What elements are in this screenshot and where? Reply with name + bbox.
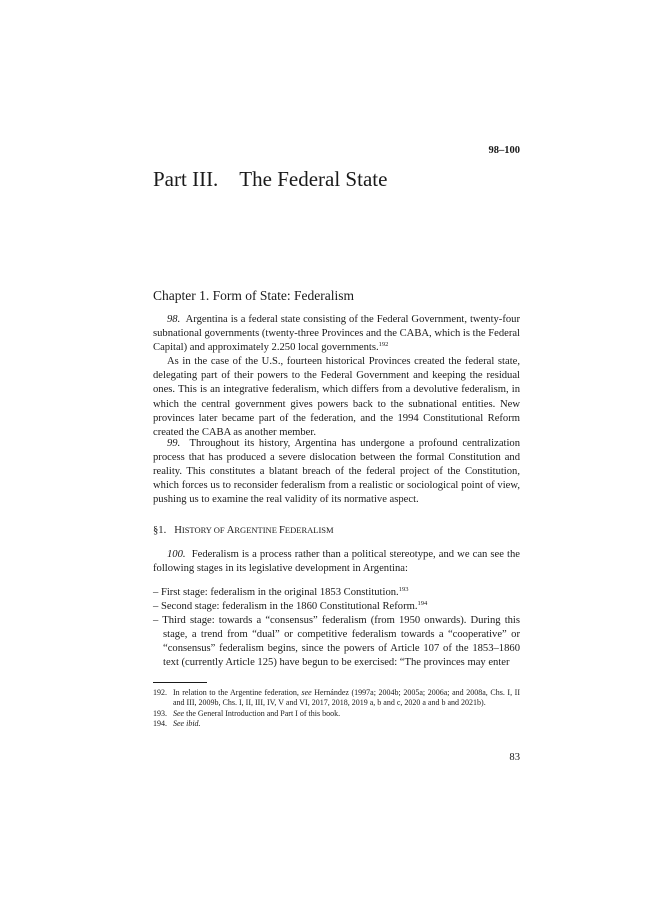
footnote-ref[interactable]: 192 bbox=[378, 341, 389, 349]
paragraph-number: 100. bbox=[167, 549, 186, 560]
paragraph-99 bbox=[153, 437, 520, 507]
paragraph-text: Argentina is a federal state consisting of the Federal Government, twenty-four subnational governments (twenty-three Provinces and the CABA, which is the Federal Capital) and approximately 2.250 local governments. bbox=[153, 314, 520, 354]
chapter-title: Chapter 1. Form of State: Federalism bbox=[153, 288, 354, 303]
part-title: Part III. The Federal State bbox=[153, 167, 388, 191]
paragraph-number: 98. bbox=[167, 314, 181, 325]
footnotes bbox=[153, 688, 520, 730]
list-item: – First stage: federalism in the original 1853 Constitution.$^{193}$ bbox=[153, 586, 409, 598]
paragraph-98 bbox=[153, 313, 520, 440]
paragraph-text: Throughout its history, Argentina has undergone a profound centralization process that has produced a severe dislocation between the formal Constitution and reality. This constitutes a blatant breach of the federal project of the Constitution, which forces us to reconsider federalism from a realistic or sociological point of view, pushing us to examine the real validity of its normative aspect. bbox=[153, 438, 520, 506]
paragraph-98-second: As in the case of the U.S., fourteen historical Provinces created the federal state, delegating part of their powers to the Federal Government and keeping the residual ones. This is an integrative federalism, which differs from a devolutive federalism, in which the central government gives powers back to the subnational entities. New provinces later became part of the federation, and the 1994 Constitutional Reform created the CABA as another member. bbox=[153, 356, 520, 438]
stages-list bbox=[153, 586, 520, 671]
list-item: – Second stage: federalism in the 1860 Constitutional Reform.$^{194}$ bbox=[153, 600, 428, 613]
paragraph-number: 99. bbox=[167, 438, 181, 449]
section-heading bbox=[153, 525, 334, 536]
footnote-193: 193. See the General Introduction and Part I of this book. bbox=[153, 708, 341, 718]
footnote-ref[interactable]: 194 bbox=[417, 600, 428, 608]
footnote-194: 194. See ibid. bbox=[153, 719, 201, 729]
running-head: 98–100 bbox=[488, 145, 520, 156]
footnote-192: 192. In relation to the Argentine federation, see Hernández (1997a; 2004b; 2005a; 2006a; and 2008a, Chs. I, II and III, 2009b, Chs. I, II, III, IV, V and VI, 2017, 2018, 2019 a, b and c, 2020 a and b and 2021b). bbox=[153, 688, 520, 708]
paragraph-98-first bbox=[153, 313, 520, 355]
paragraph-99-text bbox=[153, 437, 520, 507]
paragraph-100 bbox=[153, 548, 520, 576]
page-number: 83 bbox=[509, 752, 520, 763]
footnote-ref[interactable]: 193 bbox=[398, 586, 409, 593]
paragraph-text: Federalism is a process rather than a political stereotype, and we can see the following stages in its legislative development in Argentina: bbox=[153, 549, 520, 575]
footnote-divider bbox=[153, 682, 207, 683]
section-number: §1. bbox=[153, 525, 167, 536]
list-item: – Third stage: towards a “consensus” federalism (from 1950 onwards). During this stage, a trend from “dual” or competitive federalism towards a “cooperative” or “consensus” federalism begins, since the powers of Article 107 of the 1853–1860 text (currently Article 125) have begun to be exercised: “The provinces may enter bbox=[153, 615, 520, 669]
paragraph-100-text bbox=[153, 548, 520, 576]
section-title: HISTORY OF ARGENTINE FEDERALISM bbox=[174, 525, 334, 536]
